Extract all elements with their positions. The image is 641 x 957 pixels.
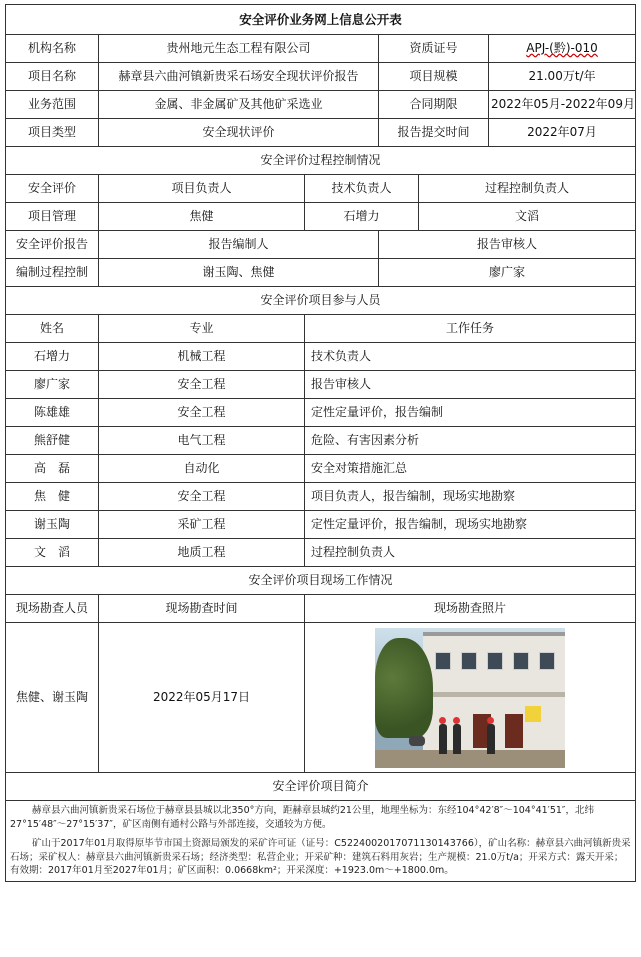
org-value: 贵州地元生态工程有限公司 — [99, 35, 379, 63]
scope-value: 金属、非金属矿及其他矿采选业 — [99, 91, 379, 119]
table-row — [6, 343, 636, 371]
site-photo-header: 现场勘查照片 — [305, 595, 636, 623]
submit-label: 报告提交时间 — [379, 119, 489, 147]
member-task: 报告审核人 — [305, 371, 636, 399]
members-section-title: 安全评价项目参与人员 — [6, 287, 636, 315]
cert-value — [489, 35, 636, 63]
intro-section-title: 安全评价项目简介 — [6, 773, 636, 801]
site-photo-cell — [305, 623, 636, 773]
member-major: 机械工程 — [99, 343, 305, 371]
tech-value: 石增力 — [305, 203, 419, 231]
table-row — [6, 539, 636, 567]
cert-value-text: APJ-(黔)-010 — [526, 41, 598, 55]
member-name: 高 磊 — [6, 455, 99, 483]
page-title: 安全评价业务网上信息公开表 — [6, 5, 636, 35]
info-disclosure-sheet — [5, 4, 635, 882]
info-table — [5, 4, 636, 882]
mgmt-label-2: 项目管理 — [6, 203, 99, 231]
member-task: 项目负责人，报告编制，现场实地勘察 — [305, 483, 636, 511]
tech-header: 技术负责人 — [305, 175, 419, 203]
contract-label: 合同期限 — [379, 91, 489, 119]
table-row — [6, 483, 636, 511]
member-major: 自动化 — [99, 455, 305, 483]
project-value: 赫章县六曲河镇新贵采石场安全现状评价报告 — [99, 63, 379, 91]
type-value: 安全现状评价 — [99, 119, 379, 147]
submit-value: 2022年07月 — [489, 119, 636, 147]
member-name-header: 姓名 — [6, 315, 99, 343]
member-major: 电气工程 — [99, 427, 305, 455]
member-task: 定性定量评价，报告编制，现场实地勘察 — [305, 511, 636, 539]
member-name: 谢玉陶 — [6, 511, 99, 539]
reviewer-header: 报告审核人 — [379, 231, 636, 259]
report-label-1: 安全评价报告 — [6, 231, 99, 259]
member-name: 熊舒健 — [6, 427, 99, 455]
writer-value: 谢玉陶、焦健 — [99, 259, 379, 287]
ctrl-value: 文滔 — [419, 203, 636, 231]
member-task: 技术负责人 — [305, 343, 636, 371]
reviewer-value: 廖广家 — [379, 259, 636, 287]
type-label: 项目类型 — [6, 119, 99, 147]
cert-label: 资质证号 — [379, 35, 489, 63]
site-photo — [375, 628, 565, 768]
member-task: 过程控制负责人 — [305, 539, 636, 567]
leader-value: 焦健 — [99, 203, 305, 231]
member-name: 石增力 — [6, 343, 99, 371]
member-task: 定性定量评价，报告编制 — [305, 399, 636, 427]
intro-paragraph-1: 赫章县六曲河镇新贵采石场位于赫章县县城以北350°方向，距赫章县城约21公里，地理坐标为：东经104°42′8″～104°41′51″，北纬27°15′48″～27°15′37″，矿区南侧有通村公路与外部连接，交通较为方便。 — [10, 805, 594, 830]
scale-label: 项目规模 — [379, 63, 489, 91]
leader-header: 项目负责人 — [99, 175, 305, 203]
table-row — [6, 511, 636, 539]
intro-body — [6, 801, 636, 882]
table-row — [6, 455, 636, 483]
ctrl-header: 过程控制负责人 — [419, 175, 636, 203]
site-time-header: 现场勘查时间 — [99, 595, 305, 623]
project-label: 项目名称 — [6, 63, 99, 91]
member-major: 安全工程 — [99, 483, 305, 511]
member-name: 廖广家 — [6, 371, 99, 399]
member-name: 焦 健 — [6, 483, 99, 511]
member-task-header: 工作任务 — [305, 315, 636, 343]
writer-header: 报告编制人 — [99, 231, 379, 259]
member-name: 文 滔 — [6, 539, 99, 567]
member-major: 地质工程 — [99, 539, 305, 567]
member-major-header: 专业 — [99, 315, 305, 343]
process-section-title: 安全评价过程控制情况 — [6, 147, 636, 175]
site-people-value: 焦健、谢玉陶 — [6, 623, 99, 773]
org-label: 机构名称 — [6, 35, 99, 63]
site-time-value: 2022年05月17日 — [99, 623, 305, 773]
contract-value: 2022年05月-2022年09月 — [489, 91, 636, 119]
table-row — [6, 371, 636, 399]
member-task: 危险、有害因素分析 — [305, 427, 636, 455]
table-row — [6, 427, 636, 455]
table-row — [6, 399, 636, 427]
mgmt-label-1: 安全评价 — [6, 175, 99, 203]
scope-label: 业务范围 — [6, 91, 99, 119]
site-section-title: 安全评价项目现场工作情况 — [6, 567, 636, 595]
member-major: 安全工程 — [99, 371, 305, 399]
intro-paragraph-2: 矿山于2017年01月取得原毕节市国土资源局颁发的采矿许可证（证号：C5224002017071130143766），矿山名称：赫章县六曲河镇新贵采石场；采矿权人：赫章县六曲河镇新贵采石场；经济类型：私营企业；开采矿种：建筑石料用灰岩；生产规模：21.0万t/a；开采方式：露天开采；有效期：2017年01月至2027年01月；矿区面积：0.0668km²；开采深度：+1923.0m～+1800.0m。 — [10, 838, 631, 876]
report-label-2: 编制过程控制 — [6, 259, 99, 287]
member-name: 陈雄雄 — [6, 399, 99, 427]
member-major: 安全工程 — [99, 399, 305, 427]
scale-value: 21.00万t/年 — [489, 63, 636, 91]
member-major: 采矿工程 — [99, 511, 305, 539]
member-task: 安全对策措施汇总 — [305, 455, 636, 483]
site-people-header: 现场勘查人员 — [6, 595, 99, 623]
